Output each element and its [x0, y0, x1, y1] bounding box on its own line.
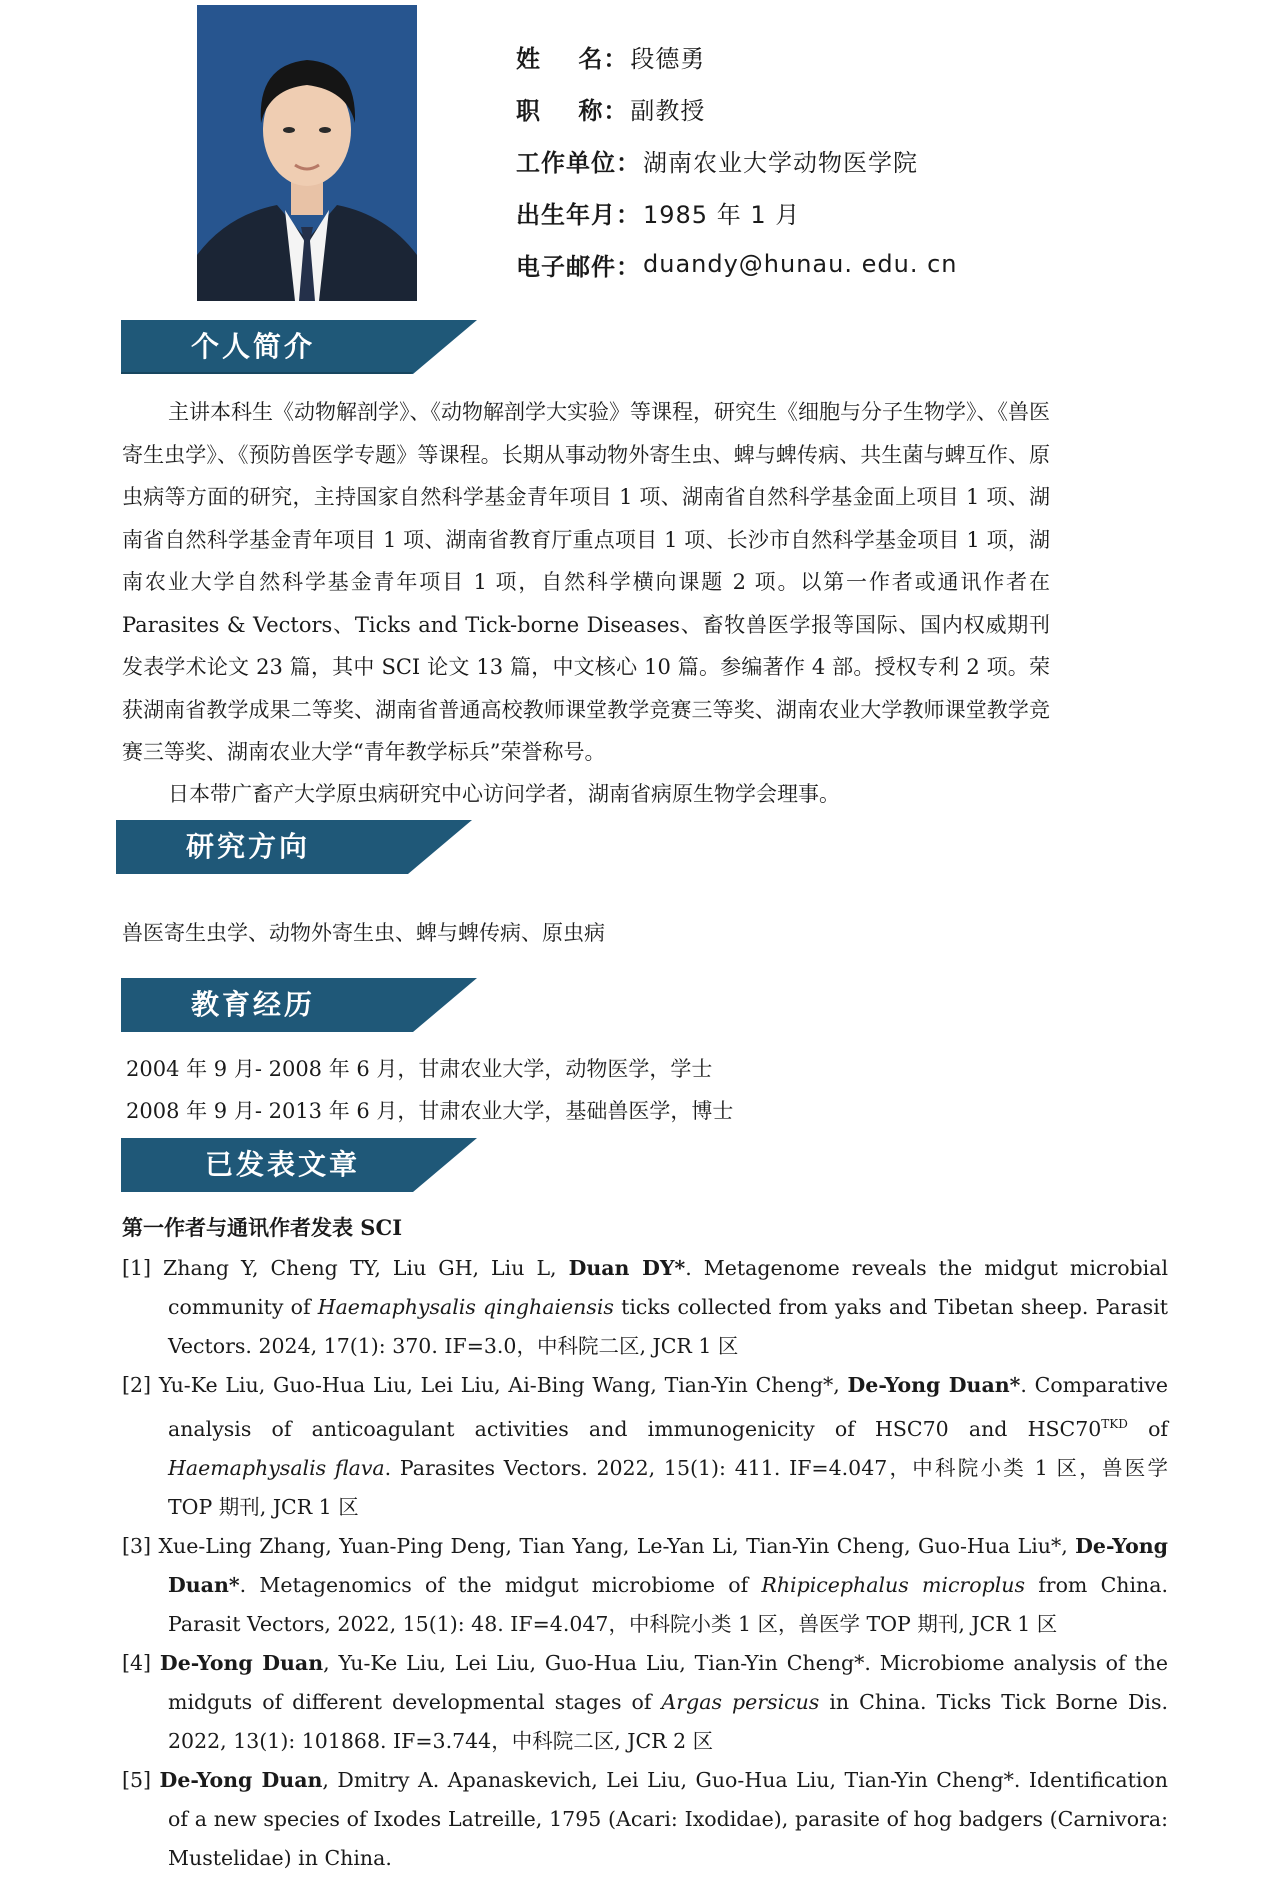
section-heading-intro: 个人简介	[191, 330, 316, 363]
birth-value: 1985 年 1 月	[643, 200, 801, 229]
ref-highlight-author: De-Yong Duan*	[847, 1373, 1021, 1397]
title-row	[516, 82, 957, 134]
title-value: 副教授	[630, 96, 706, 125]
reference-item	[122, 1249, 1168, 1366]
name-value: 段德勇	[630, 44, 706, 73]
reference-list	[122, 1249, 1168, 1878]
reference-item	[122, 1366, 1168, 1527]
section-banner-research	[116, 820, 472, 874]
ref-title: . Metagenome reveals the midgut microbial community of	[168, 1256, 1168, 1319]
education-item: 2008 年 9 月- 2013 年 6 月，甘肃农业大学，基础兽医学，博士	[126, 1099, 734, 1123]
ref-title: . Comparative analysis of anticoagulant activities and immunogenicity of HSC70 and HSC70	[168, 1373, 1168, 1441]
ref-highlight-author: De-Yong Duan	[159, 1650, 324, 1675]
ref-highlight-author: De-Yong Duan*	[168, 1533, 1168, 1597]
ref-journal: from China. Parasit Vectors, 2022, 15(1): 48. IF=4.047，中科院小类 1 区，兽医学 TOP 期刊, JCR 1 区	[168, 1572, 1168, 1636]
ref-species: Rhipicephalus microplus	[761, 1572, 1025, 1597]
research-text: 兽医寄生虫学、动物外寄生虫、蜱与蜱传病、原虫病	[122, 921, 605, 945]
name-row	[516, 30, 957, 82]
ref-authors: Yu-Ke Liu, Guo-Hua Liu, Lei Liu, Ai-Bing Wang, Tian-Yin Cheng*,	[158, 1373, 848, 1397]
section-banner-education	[121, 978, 477, 1032]
email-label: 电子邮件：	[516, 252, 641, 281]
ref-species: Argas persicus	[661, 1689, 820, 1714]
ref-number: [1]	[122, 1256, 164, 1280]
profile-info	[516, 30, 957, 290]
ref-number: [3]	[122, 1533, 159, 1558]
intro-paragraph-2: 日本带广畜产大学原虫病研究中心访问学者，湖南省病原生物学会理事。	[168, 782, 840, 806]
ref-species: Haemaphysalis qinghaiensis	[317, 1295, 614, 1319]
unit-value: 湖南农业大学动物医学院	[643, 148, 918, 177]
birth-label: 出生年月：	[516, 200, 641, 229]
section-banner-intro	[121, 320, 477, 374]
ref-journal: . Parasites Vectors. 2022, 15(1): 411. IF=4.047，中科院小类 1 区，兽医学 TOP 期刊, JCR 1 区	[168, 1455, 1168, 1519]
email-value[interactable]: duandy@hunau. edu. cn	[643, 250, 958, 278]
section-heading-publications: 已发表文章	[205, 1148, 361, 1181]
ref-species: Haemaphysalis flava	[168, 1455, 385, 1480]
reference-item	[122, 1644, 1168, 1761]
ref-highlight-author: De-Yong Duan	[159, 1767, 323, 1792]
portrait-illustration	[197, 5, 417, 301]
title-label: 职 称：	[516, 96, 629, 125]
ref-authors: Xue-Ling Zhang, Yuan-Ping Deng, Tian Yang, Le-Yan Li, Tian-Yin Cheng, Guo-Hua Liu*,	[158, 1533, 1076, 1558]
profile-photo	[197, 5, 417, 301]
birth-row	[516, 186, 957, 238]
section-banner-publications	[121, 1138, 477, 1192]
publications-subheading: 第一作者与通讯作者发表 SCI	[122, 1215, 403, 1240]
unit-label: 工作单位：	[516, 148, 641, 177]
ref-authors: , Dmitry A. Apanaskevich, Lei Liu, Guo-Hua Liu, Tian-Yin Cheng*. Identification of a new species of Ixodes Latreille, 1795 (Acari: Ixodidae), parasite of hog badgers (Carnivora: Mustelidae) in China.	[168, 1767, 1168, 1870]
ref-number: [4]	[122, 1650, 160, 1675]
ref-title-cont: of	[1127, 1416, 1169, 1441]
reference-item	[122, 1761, 1168, 1878]
email-row	[516, 238, 957, 290]
ref-number: [5]	[122, 1767, 160, 1792]
reference-item	[122, 1527, 1168, 1644]
ref-superscript: TKD	[1101, 1417, 1128, 1431]
ref-journal: in China. Ticks Tick Borne Dis. 2022, 13(1): 101868. IF=3.744，中科院二区, JCR 2 区	[168, 1689, 1168, 1753]
name-label: 姓 名：	[516, 44, 629, 73]
unit-row	[516, 134, 957, 186]
ref-title: . Metagenomics of the midgut microbiome of	[239, 1572, 762, 1597]
ref-authors: Zhang Y, Cheng TY, Liu GH, Liu L,	[163, 1256, 569, 1280]
ref-journal: ticks collected from yaks and Tibetan sheep. Parasit Vectors. 2024, 17(1): 370. IF=3.0，中科院二区, JCR 1 区	[168, 1295, 1168, 1358]
ref-number: [2]	[122, 1373, 159, 1397]
education-item: 2004 年 9 月- 2008 年 6 月，甘肃农业大学，动物医学，学士	[126, 1057, 713, 1081]
section-heading-research: 研究方向	[186, 830, 311, 863]
ref-highlight-author: Duan DY*	[568, 1256, 686, 1280]
section-heading-education: 教育经历	[191, 988, 316, 1021]
intro-paragraph-1: 主讲本科生《动物解剖学》、《动物解剖学大实验》等课程，研究生《细胞与分子生物学》、《兽医寄生虫学》、《预防兽医学专题》等课程。长期从事动物外寄生虫、蜱与蜱传病、共生菌与蜱互作、原虫病等方面的研究，主持国家自然科学基金青年项目 1 项、湖南省自然科学基金面上项目 1 项、湖南省自然科学基金青年项目 1 项、湖南省教育厅重点项目 1 项、长沙市自然科学基金项目 1 项，湖南农业大学自然科学基金青年项目 1 项，自然科学横向课题 2 项。以第一作者或通讯作者在 Parasites & Vectors、Ticks and Tick-borne Diseases、畜牧兽医学报等国际、国内权威期刊发表学术论文 23 篇，其中 SCI 论文 13 篇，中文核心 10 篇。参编著作 4 部。授权专利 2 项。荣获湖南省教学成果二等奖、湖南省普通高校教师课堂教学竞赛三等奖、湖南农业大学教师课堂教学竞赛三等奖、湖南农业大学“青年教学标兵”荣誉称号。	[122, 400, 1050, 764]
ref-authors: , Yu-Ke Liu, Lei Liu, Guo-Hua Liu, Tian-Yin Cheng*. Microbiome analysis of the midguts of different developmental stages of	[168, 1650, 1168, 1714]
